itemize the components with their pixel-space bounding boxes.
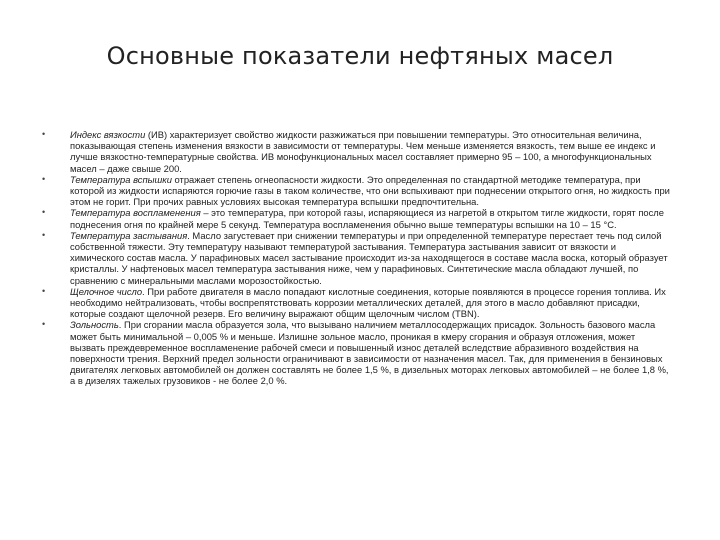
bullet-icon: • [42,207,46,218]
list-item-flash-point [42,174,670,208]
term-label: Индекс вязкости [70,129,146,140]
item-text: (ИВ) характеризует свойство жидкости разжижаться при повышении температуры. Это относительная величина, показывающая степень изменения вязкости в зависимости от температуры. Чем меньше изменяется вязкость, тем выше ее индекс и лучше вязкостно-температурные свойства. ИВ монофункциональных масел составляет примерно 95 – 100, а многофункциональных масел – даже свыше 200. [70,129,656,174]
list-item-viscosity-index [42,129,670,174]
list-item-pour-point [42,230,670,286]
bullet-icon: • [42,173,46,184]
item-text: . При работе двигателя в масло попадают кислотные соединения, которые появляются в процессе горения топлива. Их необходимо нейтрализовать, чтобы воспрепятствовать коррозии металлических деталей, для этого в масло добавляют присадки, которые создают щелочной резерв. Его величину выражают общим щелочным числом (TBN). [70,285,666,320]
list-item-ignition-point [42,207,670,229]
term-label: Зольность [70,319,119,331]
item-text: . Масло загустевает при снижении температуры и при определенной температуре перестает течь под силой собственной тяжести. Эту температуру называют температурой застывания. Температура застывания зависит от вязкости и химического состав масла. У парафиновых масел застывание происходит из-за находящегося в составе масла воска, который образует кристаллы. У нафтеновых масел температура застывания ниже, чем у парафиновых. Синтетические масла обладают лучшей, по сравнению с минеральными маслами морозостойкостью. [70,229,668,286]
term-label: Температура застывания [70,229,188,241]
bullet-icon: • [42,129,46,139]
item-text: отражает степень огнеопасности жидкости. Это определенная по стандартной методике температура, при которой из жидкости испаряются горючие газы в таком количестве, что они вспыхивают при поднесении открытого огня, но жидкость при этом не горит. При прочих равных условиях высокая температура вспышки предпочтительна. [70,173,670,208]
bullet-icon: • [42,285,46,296]
term-label: Температура вспышки [70,173,172,185]
bullet-list [42,129,670,387]
item-text: – это температура, при которой газы, испаряющиеся из нагретой в открытом тигле жидкости, горят после поднесения огня по крайней мере 5 секунд. Температура воспламенения обычно выше температуры вспышки на 10 – 15 °С. [70,207,664,230]
item-text: . При сгорании масла образуется зола, что вызывано наличием металлосодержащих присадок. Зольность базового масла может быть минимальной – 0,005 % и меньше. Излишне зольное масло, проникая в кмеру сгорания и образуя отложения, может вызвать преждевременное воспламенение рабочей смеси и повышенный износ деталей вследствие абразивного воздействия на поверхности трения. Верхний предел зольности ограничивают в зависимости от назначения масел. Так, для применения в бензиновых двигателях легковых автомобилей он должен составлять не более 1,5 %, в дизельных моторах легковых автомобилей – не более 1,8 %, а в дизелях тажелых грузовиков - не более 2,0 %. [70,319,669,387]
list-item-base-number [42,286,670,320]
term-label: Температура воспламенения [70,207,201,219]
list-item-ash-content [42,319,670,386]
bullet-icon: • [42,229,46,240]
bullet-icon: • [42,319,46,330]
slide-title: Основные показатели нефтяных масел [106,42,614,70]
term-label: Щелочное число [70,285,143,297]
